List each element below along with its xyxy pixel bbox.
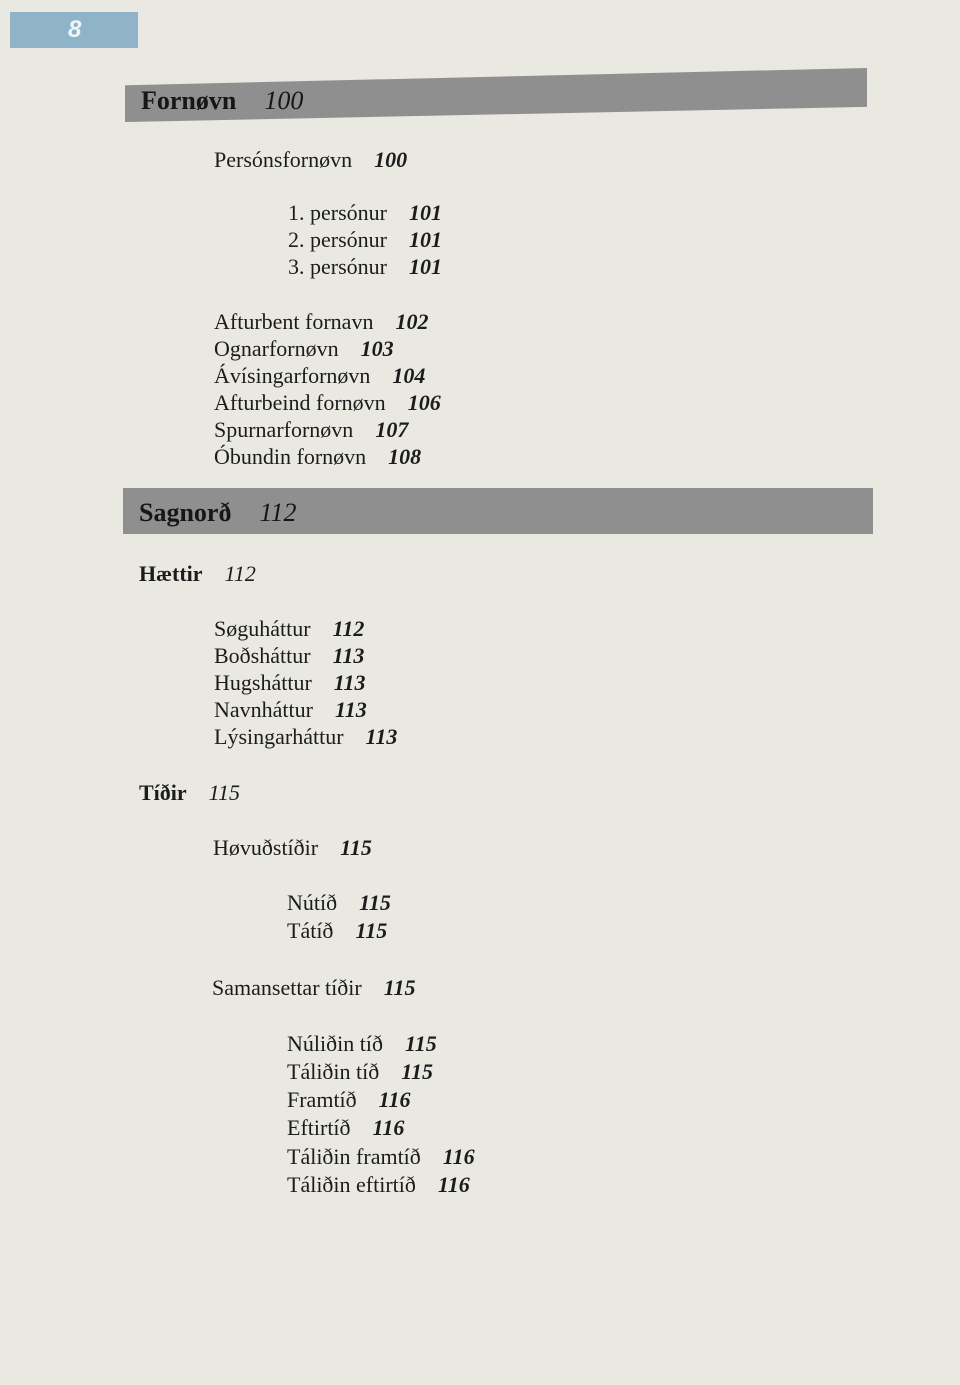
toc-label: Eftirtíð <box>287 1115 351 1140</box>
toc-page: 116 <box>378 1087 411 1112</box>
section-title-fornovn <box>141 86 303 116</box>
toc-label: Boðsháttur <box>214 643 311 668</box>
page-number-tab <box>10 12 138 48</box>
toc-page: 113 <box>334 697 367 722</box>
toc-label: Afturbeind fornøvn <box>214 390 386 415</box>
toc-page: 112 <box>224 561 256 586</box>
toc-page: 101 <box>408 227 442 252</box>
toc-entry <box>287 1086 410 1113</box>
toc-label: Afturbent fornavn <box>214 309 374 334</box>
toc-page: 116 <box>437 1172 470 1197</box>
toc-label: Framtíð <box>287 1087 357 1112</box>
toc-page: 115 <box>404 1031 437 1056</box>
toc-page: 115 <box>359 890 391 915</box>
toc-page: 115 <box>208 780 241 805</box>
toc-label: Táliðin eftirtíð <box>287 1172 416 1197</box>
toc-page: 104 <box>392 363 426 388</box>
section-page: 100 <box>264 86 304 115</box>
toc-entry <box>288 199 442 226</box>
toc-entry <box>287 917 387 944</box>
toc-entry <box>214 335 394 362</box>
toc-entry <box>214 416 408 443</box>
toc-entry <box>288 253 442 280</box>
toc-label: Søguháttur <box>214 616 311 641</box>
toc-label: 2. persónur <box>288 227 387 252</box>
toc-entry <box>213 834 372 861</box>
toc-page: 101 <box>408 200 442 225</box>
toc-label: Táliðin tíð <box>287 1059 380 1084</box>
toc-page: 112 <box>332 616 365 641</box>
toc-entry <box>214 615 364 642</box>
toc-label: Ognarfornøvn <box>214 336 339 361</box>
toc-entry <box>287 1114 404 1141</box>
toc-page: 108 <box>388 444 422 469</box>
toc-label: 3. persónur <box>288 254 387 279</box>
toc-entry <box>214 362 425 389</box>
toc-label: 1. persónur <box>288 200 387 225</box>
toc-page: 115 <box>383 975 416 1000</box>
section-title: Fornøvn <box>141 86 237 115</box>
toc-entry <box>287 889 391 916</box>
toc-entry <box>214 723 397 750</box>
toc-page: 102 <box>395 309 429 334</box>
toc-label: Lýsingarháttur <box>214 724 344 749</box>
toc-page: 100 <box>374 147 408 172</box>
section-title-sagnord <box>139 498 297 528</box>
toc-label: Samansettar tíðir <box>212 975 362 1000</box>
toc-entry <box>214 146 407 173</box>
toc-entry <box>214 308 428 335</box>
toc-entry <box>214 389 441 416</box>
toc-entry <box>288 226 442 253</box>
toc-entry <box>214 696 367 723</box>
toc-label: Nútíð <box>287 890 338 915</box>
toc-entry <box>287 1058 433 1085</box>
toc-page: 103 <box>360 336 394 361</box>
toc-label: Spurnarfornøvn <box>214 417 354 442</box>
toc-page: 116 <box>442 1144 475 1169</box>
section-title: Sagnorð <box>139 498 232 527</box>
toc-label: Høvuðstíðir <box>213 835 319 860</box>
toc-label: Táliðin framtíð <box>287 1144 421 1169</box>
toc-entry <box>214 669 366 696</box>
toc-label: Ávísingarfornøvn <box>214 363 371 388</box>
toc-label: Óbundin fornøvn <box>214 444 367 469</box>
toc-page: 115 <box>355 918 388 943</box>
toc-page: 115 <box>340 835 372 860</box>
subsection-tidir <box>139 780 240 806</box>
section-page: 112 <box>259 498 297 527</box>
toc-page: 115 <box>401 1059 434 1084</box>
toc-page: 116 <box>372 1115 405 1140</box>
toc-label: Núliðin tíð <box>287 1031 383 1056</box>
toc-entry <box>287 1143 475 1170</box>
page-number: 8 <box>68 16 82 43</box>
toc-entry <box>212 974 415 1001</box>
subsection-haettir <box>139 561 256 587</box>
toc-page: 107 <box>375 417 409 442</box>
toc-page: 113 <box>332 643 365 668</box>
toc-label: Hugsháttur <box>214 670 312 695</box>
toc-page: 101 <box>408 254 442 279</box>
toc-label: Navnháttur <box>214 697 313 722</box>
toc-page: 113 <box>365 724 398 749</box>
toc-page: 113 <box>333 670 366 695</box>
toc-label: Hættir <box>139 561 203 586</box>
toc-entry <box>214 443 421 470</box>
toc-entry <box>287 1171 470 1198</box>
toc-page: 106 <box>407 390 441 415</box>
toc-label: Persónsfornøvn <box>214 147 353 172</box>
toc-entry <box>214 642 364 669</box>
toc-entry <box>287 1030 437 1057</box>
toc-label: Tátíð <box>287 918 334 943</box>
toc-label: Tíðir <box>139 780 187 805</box>
